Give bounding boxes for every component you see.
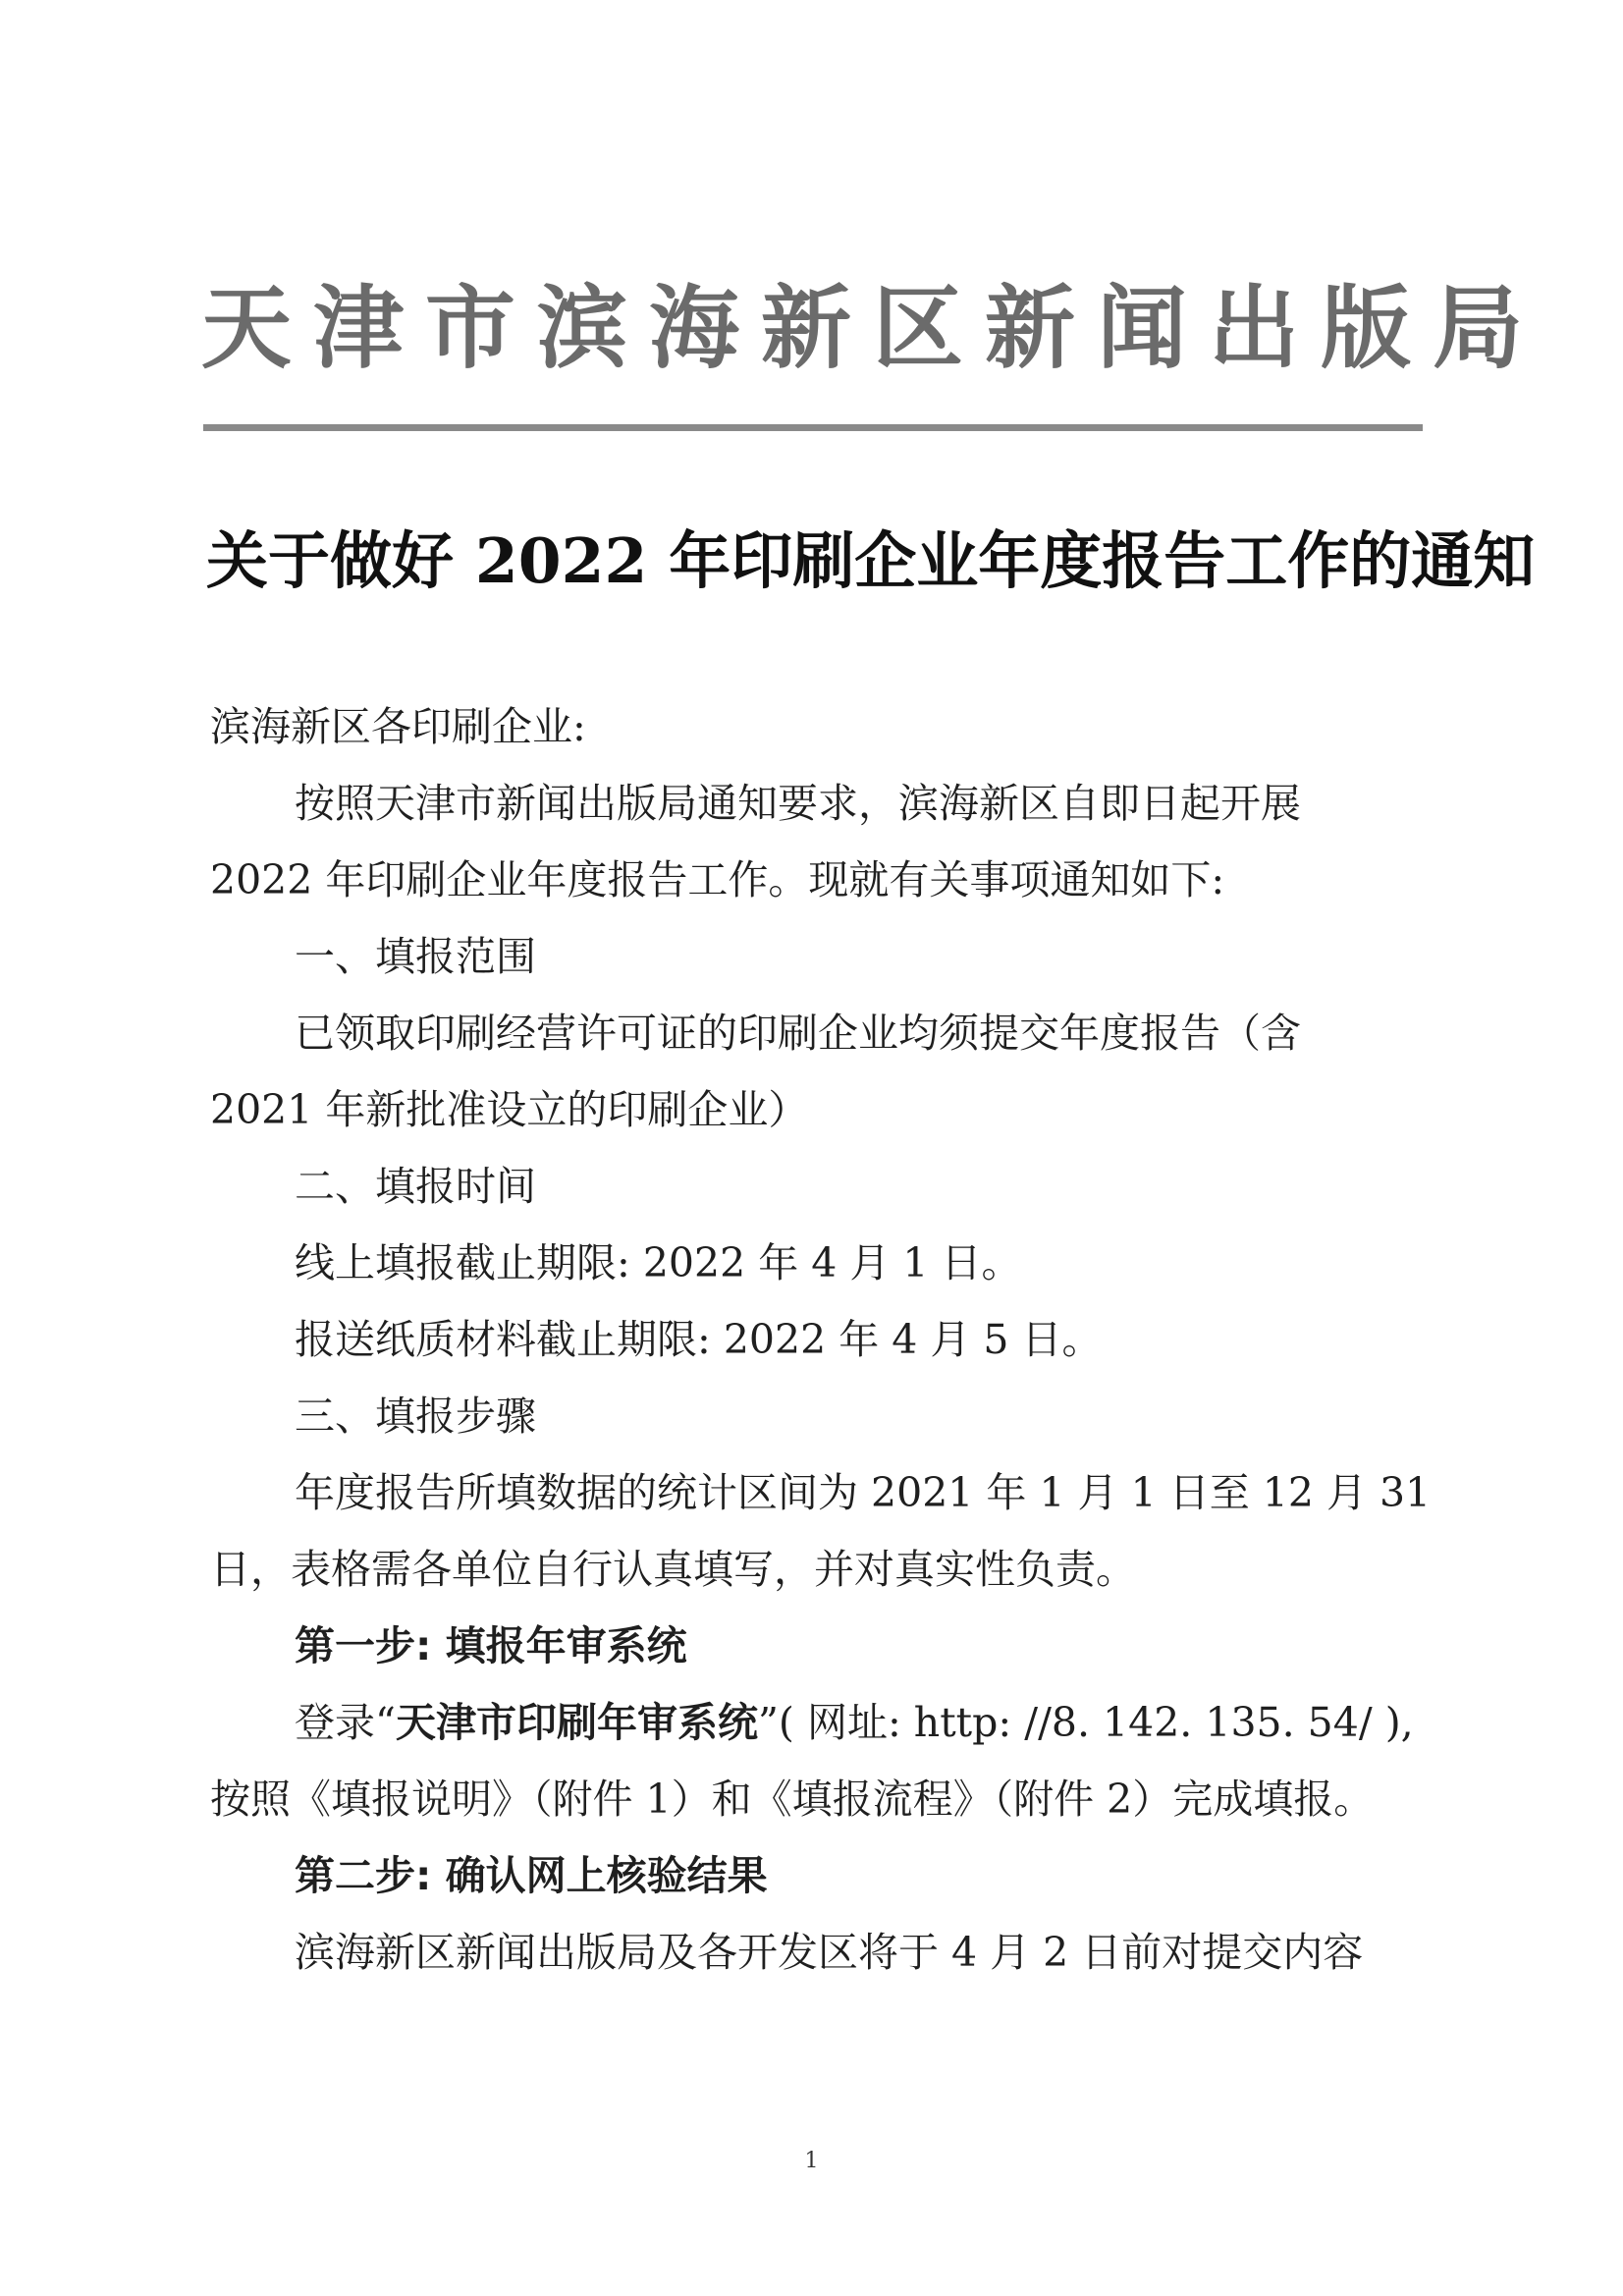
step-2-heading: 第二步: 确认网上核验结果 [295,1852,768,1899]
system-name: 天津市印刷年审系统 [395,1699,758,1746]
section-2-line-1: 线上填报截止期限: 2022 年 4 月 1 日。 [295,1239,1022,1286]
step-1-line-2: 按照《填报说明》（附件 1）和《填报流程》（附件 2）完成填报。 [210,1776,1375,1823]
section-3-line-1: 年度报告所填数据的统计区间为 2021 年 1 月 1 日至 12 月 31 [295,1469,1432,1516]
section-1-line-2: 2021 年新批准设立的印刷企业） [210,1086,809,1133]
section-3-line-2: 日，表格需各单位自行认真填写，并对真实性负责。 [210,1546,1136,1593]
step-1-prefix: 登录“ [295,1699,396,1746]
salutation: 滨海新区各印刷企业: [210,703,586,750]
step-2-line-1: 滨海新区新闻出版局及各开发区将于 4 月 2 日前对提交内容 [295,1929,1364,1976]
section-2-line-2: 报送纸质材料截止期限: 2022 年 4 月 5 日。 [295,1316,1103,1363]
section-2-heading: 二、填报时间 [295,1163,536,1210]
section-3-heading: 三、填报步骤 [295,1393,536,1440]
step-1-line-1 [295,1699,1414,1746]
intro-line-1: 按照天津市新闻出版局通知要求，滨海新区自即日起开展 [295,780,1301,827]
section-1-line-1: 已领取印刷经营许可证的印刷企业均须提交年度报告（含 [295,1010,1301,1057]
system-url: ”( 网址: http: //8. 142. 135. 54/ ), [757,1699,1414,1746]
section-1-heading: 一、填报范围 [295,933,536,980]
document-title: 关于做好 2022 年印刷企业年度报告工作的通知 [206,524,1536,597]
agency-letterhead: 天津市滨海新区新闻出版局 [201,275,1545,381]
step-1-heading: 第一步: 填报年审系统 [295,1622,687,1669]
page-number: 1 [804,2149,819,2173]
intro-line-2: 2022 年印刷企业年度报告工作。现就有关事项通知如下: [210,856,1225,903]
letterhead-divider [203,424,1423,431]
